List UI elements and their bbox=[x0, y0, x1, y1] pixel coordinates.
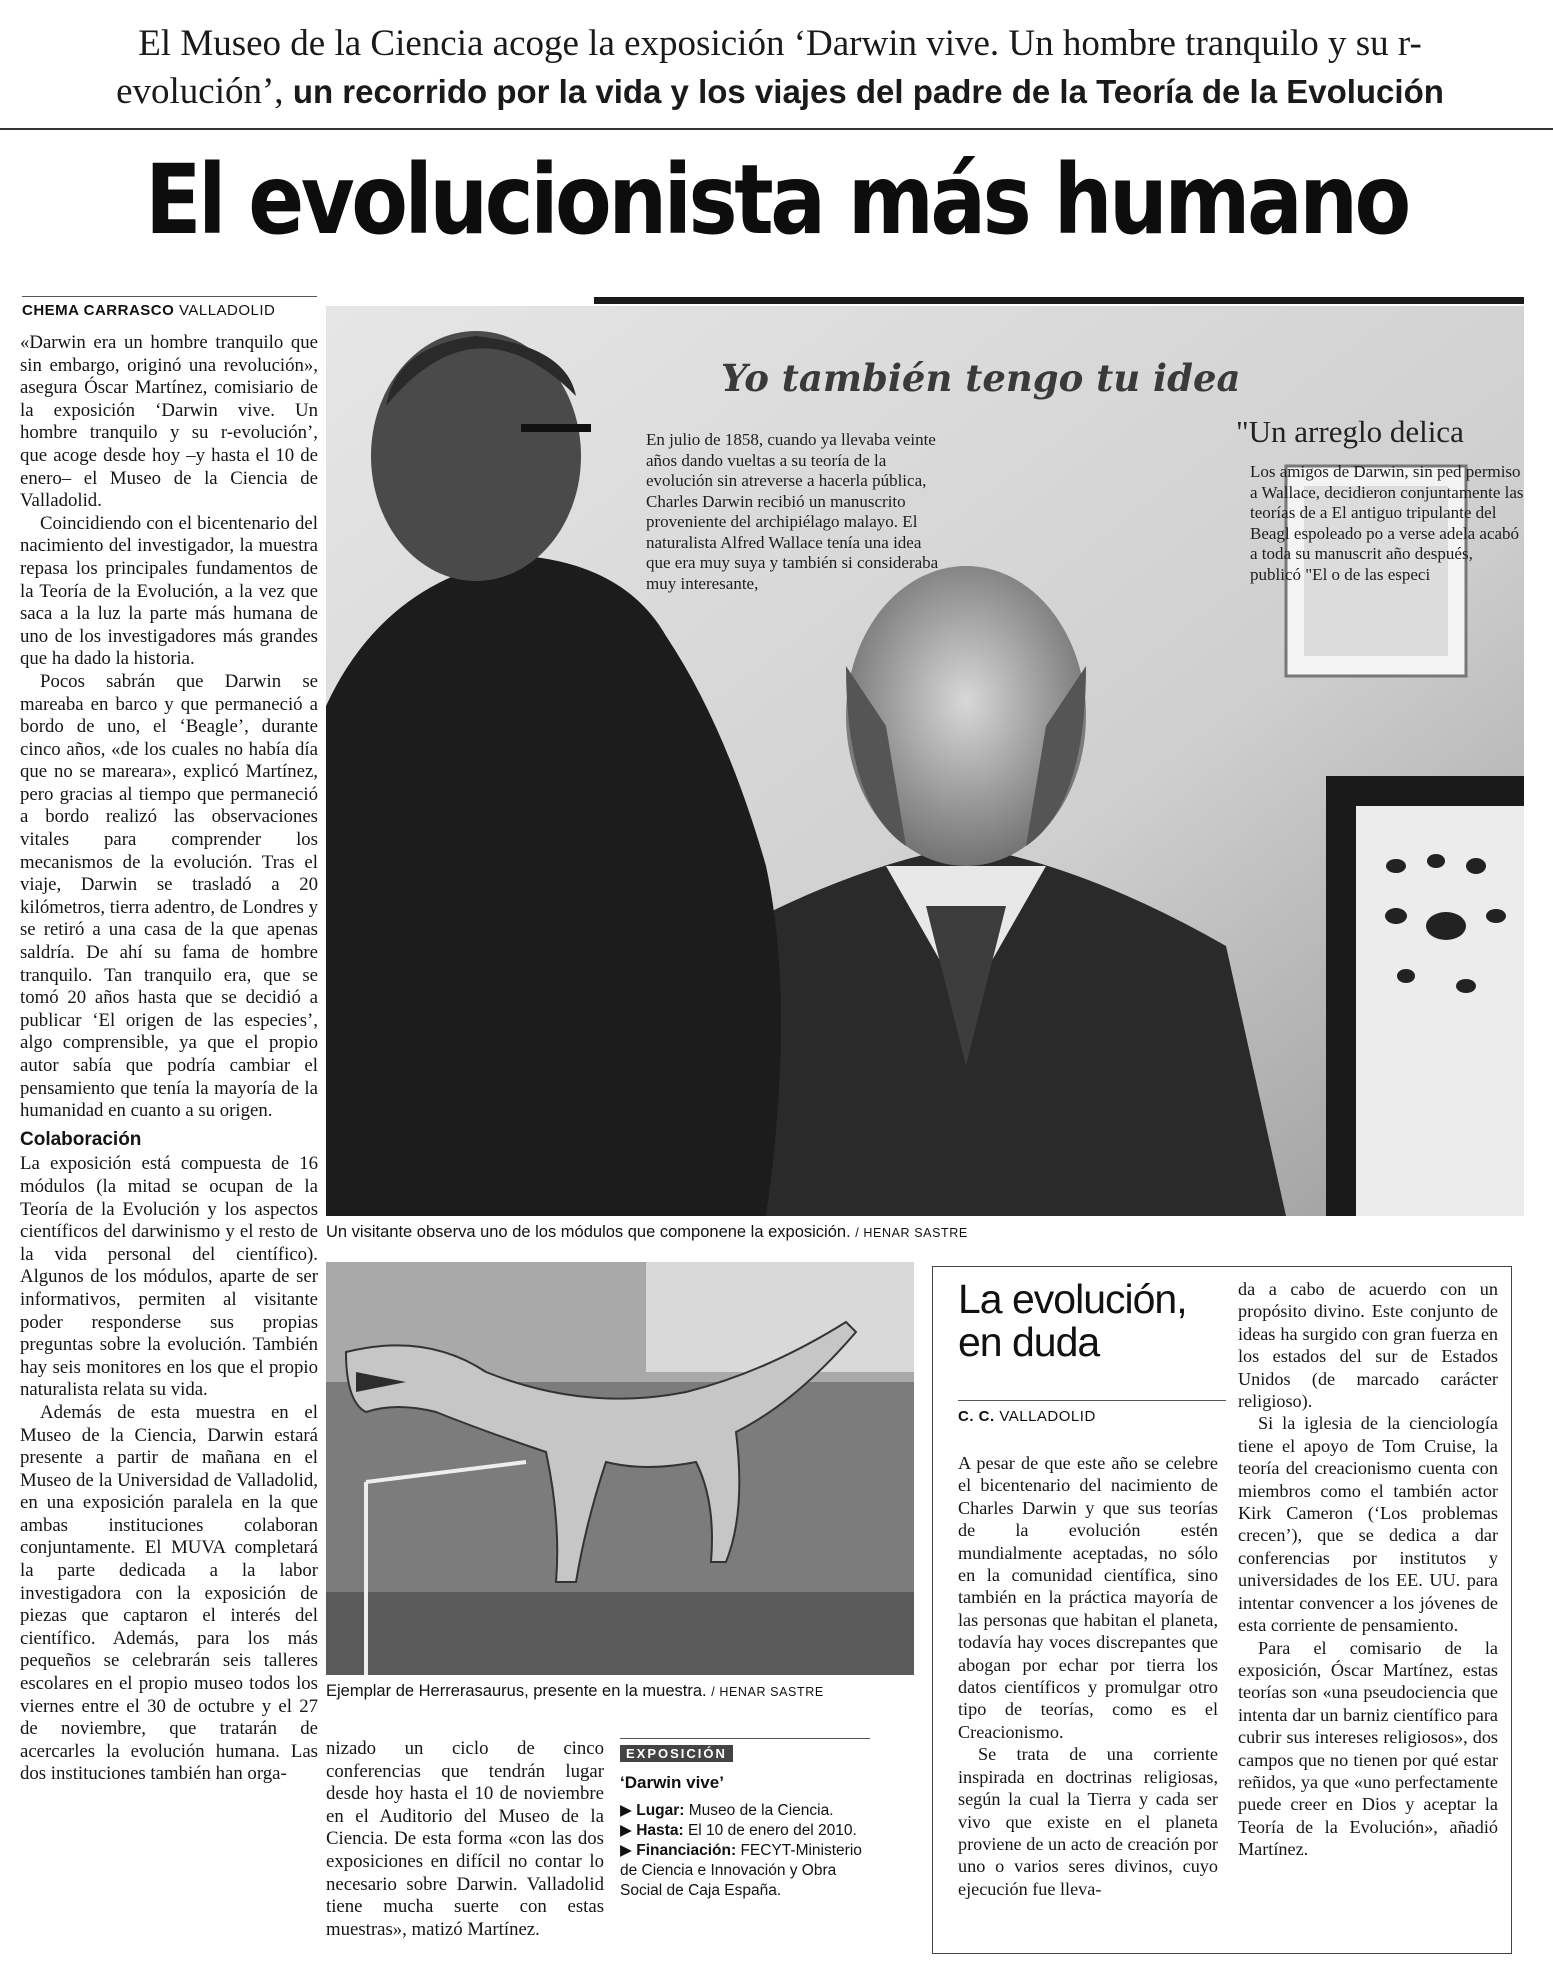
article-paragraph: Coincidiendo con el bicentenario del nacimiento del investigador, la muestra repasa los principales fundamentos de la Teoría de la Evolución, a la vez que saca a la luz la parte más humana de uno de los investigadores más grandes que ha dado la historia. bbox=[20, 512, 318, 670]
panel-title: Yo también tengo tu idea bbox=[721, 356, 1241, 400]
photo-top-bar bbox=[594, 297, 1524, 304]
sidebar-title: La evolución, en duda bbox=[958, 1276, 1187, 1365]
kicker-lead: El Museo de la Ciencia acoge la exposición ‘Darwin vive. Un hombre tranquilo y su r-evolución’, bbox=[116, 23, 1422, 112]
top-rule bbox=[0, 128, 1553, 130]
sidebar-byline-author: C. C. bbox=[958, 1408, 995, 1425]
article-column-left bbox=[20, 332, 318, 1786]
sidebar-paragraph: Se trata de una corriente inspirada en doctrinas religiosas, según la cual la Tierra y cada ser vivo que existe en el planeta proviene de un acto de creación por uno o varios seres divinos, cuyo ejecución fue lleva- bbox=[958, 1744, 1218, 1899]
quote-title: "Un arreglo delica bbox=[1236, 414, 1464, 449]
info-fin-label: Financiación: bbox=[636, 1842, 737, 1859]
quote-text: Los amigos de Darwin, sin ped permiso a Wallace, decidieron conjuntamente las teorías de a El antiguo tripulante del Beagl espoleado po a verse adela acabó a toda su manuscrit año después, publicó "El o de las especi bbox=[1250, 462, 1524, 584]
info-tag: EXPOSICIÓN bbox=[620, 1745, 733, 1762]
sidebar-column-2 bbox=[1238, 1278, 1498, 1861]
info-box bbox=[620, 1738, 870, 1901]
dino-photo-caption bbox=[326, 1682, 914, 1701]
sidebar-byline-place: VALLADOLID bbox=[999, 1408, 1096, 1425]
article-paragraph: «Darwin era un hombre tranquilo que sin embargo, originó una revolución», asegura Óscar Martínez, comisiario de la exposición ‘Darwin vive. Un hombre tranquilo y su r-evolución’, que acoge desde hoy –y hasta el 10 de enero– el Museo de la Ciencia de Valladolid. bbox=[20, 332, 318, 512]
info-lugar-value: Museo de la Ciencia. bbox=[688, 1802, 834, 1819]
sidebar-paragraph: da a cabo de acuerdo con un propósito divino. Este conjunto de ideas ha surgido con gran fuerza en los estados del sur de Estados Unidos (de marcado carácter religioso). bbox=[1238, 1279, 1498, 1412]
caption-credit: / HENAR SASTRE bbox=[711, 1685, 824, 1699]
kicker-bold: un recorrido por la vida y los viajes del padre de la Teoría de la Evolución bbox=[292, 73, 1444, 110]
byline-author: CHEMA CARRASCO bbox=[22, 302, 175, 319]
sidebar-paragraph: Para el comisario de la exposición, Óscar Martínez, estas teorías son «una pseudociencia que intenta dar un barniz científico para cubrir sus intereses religiosos», dos campos que no tienen por qué estar reñidos, ya que «uno perfectamente puede creer en Dios y aceptar la Teoría de la Evolución», añadió Martínez. bbox=[1238, 1637, 1498, 1860]
sidebar-byline-rule bbox=[958, 1400, 1226, 1401]
sidebar-byline bbox=[958, 1408, 1096, 1425]
byline-rule bbox=[22, 296, 317, 297]
info-hasta-value: El 10 de enero del 2010. bbox=[687, 1822, 857, 1839]
dino-photo bbox=[326, 1262, 914, 1675]
sidebar-paragraph: Si la iglesia de la cienciología tiene el apoyo de Tom Cruise, la teoría del creacionismo cuenta con miembros como el también actor Kirk Cameron (‘Los problemas crecen’), que se dedica a dar conferencias por institutos y universidades de los EE. UU. para intentar convencer a los jóvenes de esta corriente de pensamiento. bbox=[1238, 1413, 1498, 1636]
subhead-colaboracion: Colaboración bbox=[20, 1128, 142, 1150]
article-paragraph: La exposición está compuesta de 16 módulos (la mitad se ocupan de la Teoría de la Evolución y los aspectos científicos del darwinismo y el resto de la vida personal del científico). Algunos de los módulos, aparte de ser informativos, permiten al visitante poder responderse sus propias preguntas sobre la evolución. También hay seis monitores en los que el propio naturalista relata su vida. bbox=[20, 1153, 318, 1401]
dino-photo-drawing bbox=[326, 1262, 914, 1675]
article-paragraph: nizado un ciclo de cinco conferencias que tendrán lugar desde hoy hasta el 10 de noviembre en el Auditorio del Museo de la Ciencia. De esta forma «con las dos exposiciones en difícil no contar lo necesario sobre Darwin. Valladolid tiene mucha suerte con estas muestras», matizó Martínez. bbox=[326, 1738, 604, 1940]
panel-text: En julio de 1858, cuando ya llevaba veinte años dando vueltas a su teoría de la evolución sin atreverse a hacerla pública, Charles Darwin recibió un manuscrito proveniente del archipiélago malayo. El naturalista Alfred Wallace tenía una idea que era muy suya y también si consideraba muy interesante, bbox=[646, 430, 939, 593]
info-title: ‘Darwin vive’ bbox=[620, 1773, 724, 1792]
info-financiacion: ▶ Financiación: FECYT-Ministerio de Ciencia e Innovación y Obra Social de Caja España. bbox=[620, 1842, 862, 1899]
sidebar-paragraph: A pesar de que este año se celebre el bicentenario del nacimiento de Charles Darwin y que sus teorías de la evolución estén mundialmente aceptadas, no sólo en la comunidad científica, sino también en la práctica mayoría de las personas que habitan el planeta, todavía hay voces discrepantes que abogan por echar por tierra los datos científicos y promulgar otro tipo de teorías, como es el Creacionismo. bbox=[958, 1453, 1218, 1742]
byline-place: VALLADOLID bbox=[178, 302, 276, 319]
sidebar-column-1 bbox=[958, 1452, 1218, 1900]
info-lugar-label: Lugar: bbox=[636, 1802, 685, 1819]
main-photo bbox=[326, 306, 1524, 1216]
info-lugar: ▶ Lugar: Museo de la Ciencia. bbox=[620, 1802, 834, 1819]
main-photo-caption bbox=[326, 1223, 1524, 1242]
caption-text: Ejemplar de Herrerasaurus, presente en la muestra. bbox=[326, 1682, 707, 1700]
caption-text: Un visitante observa uno de los módulos que componene la exposición. bbox=[326, 1223, 851, 1241]
kicker bbox=[60, 20, 1500, 116]
info-hasta-label: Hasta: bbox=[636, 1822, 684, 1839]
article-paragraph: Pocos sabrán que Darwin se mareaba en barco y que permaneció a bordo de uno, el ‘Beagle’, durante cinco años, «de los cuales no había día que no se mareara», explicó Martínez, pero gracias al tiempo que permaneció a bordo realizó las observaciones vitales para comprender los mecanismos de la evolución. Tras el viaje, Darwin se trasladó a 20 kilómetros, tierra adentro, de Londres y se retiró a una casa de la que apenas saldría. De ahí su fama de hombre tranquilo. Tan tranquilo era, que se tomó 20 años hasta que se decidió a publicar ‘El origen de las especies’, algo comprensible, ya que el propio autor sabía que podría cambiar el pensamiento que tenía la mayoría de la humanidad en cuanto a su origen. bbox=[20, 670, 318, 1122]
article-paragraph: Además de esta muestra en el Museo de la Ciencia, Darwin estará presente a partir de mañana en el Museo de la Universidad de Valladolid, en una exposición paralela en la que ambas instituciones colaboran conjuntamente. El MUVA completará la parte dedicada a la labor investigadora con la exposición de piezas que captaron el interés del científico. Además, para los más pequeños se celebrarán seis talleres escolares en el propio museo todos los viernes entre el 30 de octubre y el 27 de noviembre, que tratarán de acercarles la evolución humana. Las dos instituciones también han orga- bbox=[20, 1401, 318, 1785]
headline: El evolucionista más humano bbox=[145, 144, 1408, 256]
byline bbox=[22, 302, 275, 319]
info-hasta: ▶ Hasta: El 10 de enero del 2010. bbox=[620, 1822, 857, 1839]
info-fin-value: FECYT-Ministerio de Ciencia e Innovación y Obra Social de Caja España. bbox=[620, 1842, 862, 1899]
article-continuation bbox=[326, 1738, 604, 1941]
caption-credit: / HENAR SASTRE bbox=[855, 1226, 968, 1240]
